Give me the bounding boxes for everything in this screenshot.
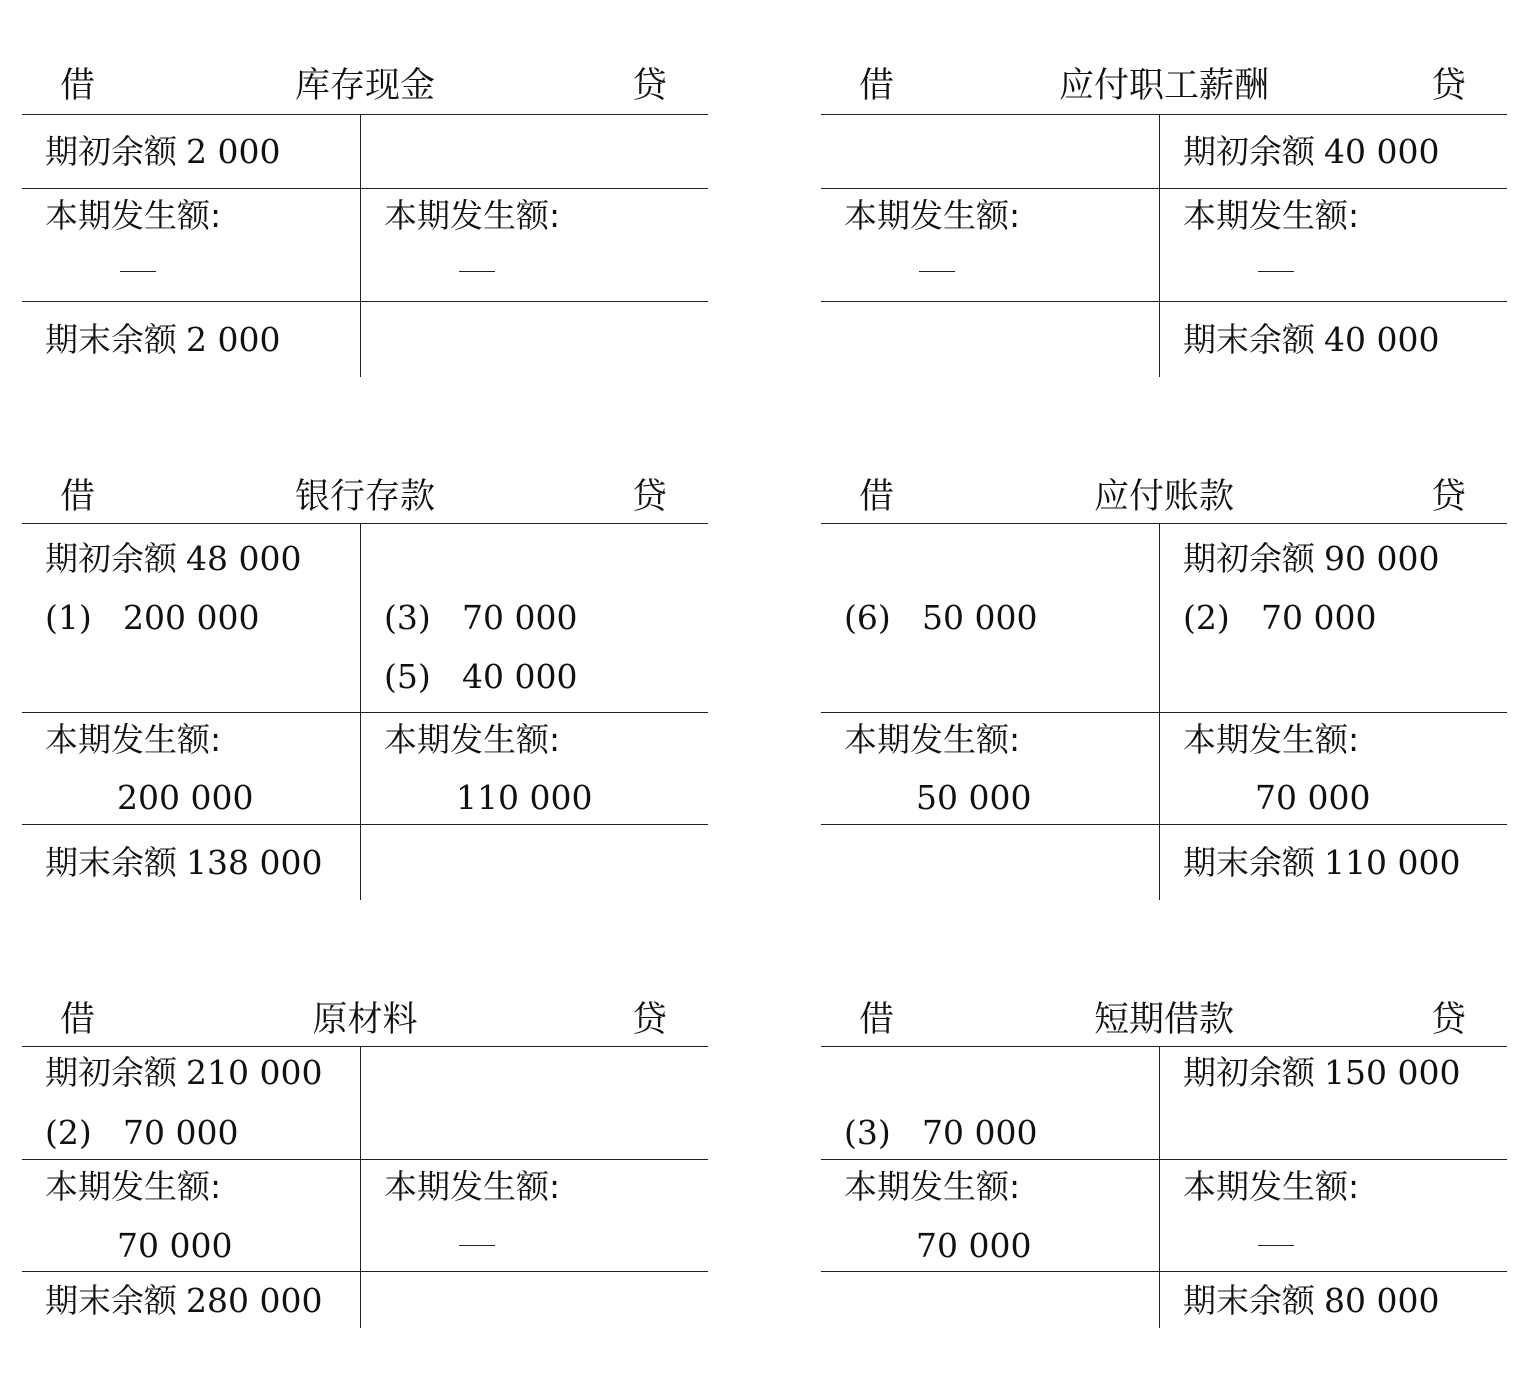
closing-balance-label: 期末余额	[1183, 320, 1315, 359]
journal-entry	[384, 598, 577, 638]
debit-label: 借	[60, 477, 96, 517]
debit-label: 借	[859, 66, 895, 106]
t-account-short-term-loans	[821, 986, 1507, 1376]
closing-balance-label: 期末余额	[45, 843, 177, 882]
credit-label: 贷	[632, 66, 668, 106]
period-amount-nil	[919, 271, 955, 272]
opening-balance-label: 期初余额	[45, 539, 177, 578]
closing-balance	[1183, 320, 1439, 360]
credit-side	[1183, 463, 1501, 900]
debit-label: 借	[859, 477, 895, 517]
debit-side	[844, 463, 1162, 900]
closing-balance-label: 期末余额	[1183, 1281, 1315, 1320]
opening-balance-value: 150 000	[1324, 1053, 1461, 1092]
debit-side	[844, 52, 1162, 377]
period-amount-text: 本期发生额:	[1183, 720, 1360, 759]
closing-balance-label: 期末余额	[45, 320, 177, 359]
closing-balance-label: 期末余额	[45, 1281, 177, 1320]
period-amount-text: 本期发生额:	[1183, 1167, 1360, 1206]
period-amount-label	[45, 196, 221, 236]
closing-balance-value: 110 000	[1324, 843, 1461, 882]
account-title: 应付账款	[1093, 477, 1234, 517]
t-account-accounts-payable	[821, 463, 1507, 882]
period-amount-label	[844, 196, 1020, 236]
account-title: 库存现金	[294, 66, 435, 106]
period-amount-label	[1183, 1167, 1359, 1207]
period-amount-text: 本期发生额:	[384, 196, 561, 235]
t-account-bank-deposit	[22, 463, 708, 882]
debit-label: 借	[60, 1000, 96, 1040]
credit-side	[1183, 52, 1501, 377]
period-amount-nil	[120, 271, 156, 272]
closing-balance-value: 138 000	[186, 843, 323, 882]
journal-entry	[384, 657, 577, 697]
entry-reference: (3)	[384, 598, 431, 637]
opening-balance-label: 期初余额	[1183, 132, 1315, 171]
opening-balance	[1183, 1053, 1460, 1093]
journal-entry	[1183, 598, 1376, 638]
opening-balance	[45, 1053, 322, 1093]
entry-amount: 70 000	[1261, 598, 1377, 637]
entry-reference: (2)	[1183, 598, 1230, 637]
credit-label: 贷	[1431, 477, 1467, 517]
entry-amount: 70 000	[462, 598, 578, 637]
period-amount-text: 本期发生额:	[844, 720, 1021, 759]
opening-balance-value: 48 000	[186, 539, 302, 578]
credit-side	[384, 986, 702, 1328]
period-amount-text: 本期发生额:	[45, 196, 222, 235]
opening-balance-label: 期初余额	[1183, 1053, 1315, 1092]
entry-reference: (1)	[45, 598, 92, 637]
period-amount-nil	[1258, 271, 1294, 272]
opening-balance	[45, 132, 280, 172]
closing-balance	[45, 320, 280, 360]
period-amount-label	[844, 720, 1020, 760]
opening-balance	[1183, 539, 1439, 579]
period-amount-value: 70 000	[117, 1226, 233, 1265]
opening-balance-value: 2 000	[186, 132, 281, 171]
credit-side	[384, 52, 702, 377]
period-amount-nil	[459, 271, 495, 272]
closing-balance-value: 40 000	[1324, 320, 1440, 359]
credit-side	[1183, 986, 1501, 1328]
opening-balance-label: 期初余额	[1183, 539, 1315, 578]
period-amount-value: 110 000	[456, 778, 593, 817]
period-amount-text: 本期发生额:	[384, 1167, 561, 1206]
opening-balance-value: 90 000	[1324, 539, 1440, 578]
opening-balance-label: 期初余额	[45, 1053, 177, 1092]
period-amount-label	[45, 1167, 221, 1207]
journal-entry	[844, 1113, 1037, 1153]
period-amount-value: 200 000	[117, 778, 254, 817]
entry-reference: (3)	[844, 1113, 891, 1152]
t-account-cash	[22, 52, 708, 442]
journal-entry	[45, 1113, 238, 1153]
credit-label: 贷	[1431, 66, 1467, 106]
entry-reference: (5)	[384, 657, 431, 696]
period-amount-label	[384, 1167, 560, 1207]
journal-entry	[844, 598, 1037, 638]
entry-amount: 70 000	[123, 1113, 239, 1152]
period-amount-value: 70 000	[1255, 778, 1371, 817]
t-account-raw-materials	[22, 986, 708, 1376]
entry-reference: (6)	[844, 598, 891, 637]
opening-balance-value: 40 000	[1324, 132, 1440, 171]
period-amount-value: 50 000	[916, 778, 1032, 817]
period-amount-label	[384, 196, 560, 236]
closing-balance-label: 期末余额	[1183, 843, 1315, 882]
entry-amount: 40 000	[462, 657, 578, 696]
period-amount-label	[384, 720, 560, 760]
credit-label: 贷	[632, 1000, 668, 1040]
closing-balance	[1183, 1281, 1439, 1321]
period-amount-nil	[459, 1245, 495, 1246]
period-amount-text: 本期发生额:	[45, 720, 222, 759]
period-amount-label	[1183, 196, 1359, 236]
period-amount-text: 本期发生额:	[384, 720, 561, 759]
period-amount-text: 本期发生额:	[844, 1167, 1021, 1206]
debit-side	[45, 986, 363, 1328]
closing-balance-value: 280 000	[186, 1281, 323, 1320]
journal-entry	[45, 598, 259, 638]
debit-side	[844, 986, 1162, 1328]
debit-side	[45, 463, 363, 900]
period-amount-label	[1183, 720, 1359, 760]
credit-label: 贷	[632, 477, 668, 517]
period-amount-value: 70 000	[916, 1226, 1032, 1265]
closing-balance	[1183, 843, 1460, 883]
account-title: 短期借款	[1093, 1000, 1234, 1040]
closing-balance	[45, 843, 322, 883]
credit-side	[384, 463, 702, 900]
opening-balance-value: 210 000	[186, 1053, 323, 1092]
entry-amount: 70 000	[922, 1113, 1038, 1152]
closing-balance-value: 80 000	[1324, 1281, 1440, 1320]
entry-reference: (2)	[45, 1113, 92, 1152]
account-title: 应付职工薪酬	[1058, 66, 1269, 106]
debit-side	[45, 52, 363, 377]
period-amount-label	[844, 1167, 1020, 1207]
debit-label: 借	[859, 1000, 895, 1040]
account-title: 银行存款	[294, 477, 435, 517]
entry-amount: 200 000	[123, 598, 260, 637]
period-amount-nil	[1258, 1245, 1294, 1246]
credit-label: 贷	[1431, 1000, 1467, 1040]
debit-label: 借	[60, 66, 96, 106]
account-title: 原材料	[312, 1000, 418, 1040]
period-amount-text: 本期发生额:	[1183, 196, 1360, 235]
period-amount-label	[45, 720, 221, 760]
period-amount-text: 本期发生额:	[45, 1167, 222, 1206]
closing-balance	[45, 1281, 322, 1321]
opening-balance	[45, 539, 301, 579]
closing-balance-value: 2 000	[186, 320, 281, 359]
opening-balance-label: 期初余额	[45, 132, 177, 171]
period-amount-text: 本期发生额:	[844, 196, 1021, 235]
opening-balance	[1183, 132, 1439, 172]
t-account-payroll-payable	[821, 52, 1507, 442]
entry-amount: 50 000	[922, 598, 1038, 637]
